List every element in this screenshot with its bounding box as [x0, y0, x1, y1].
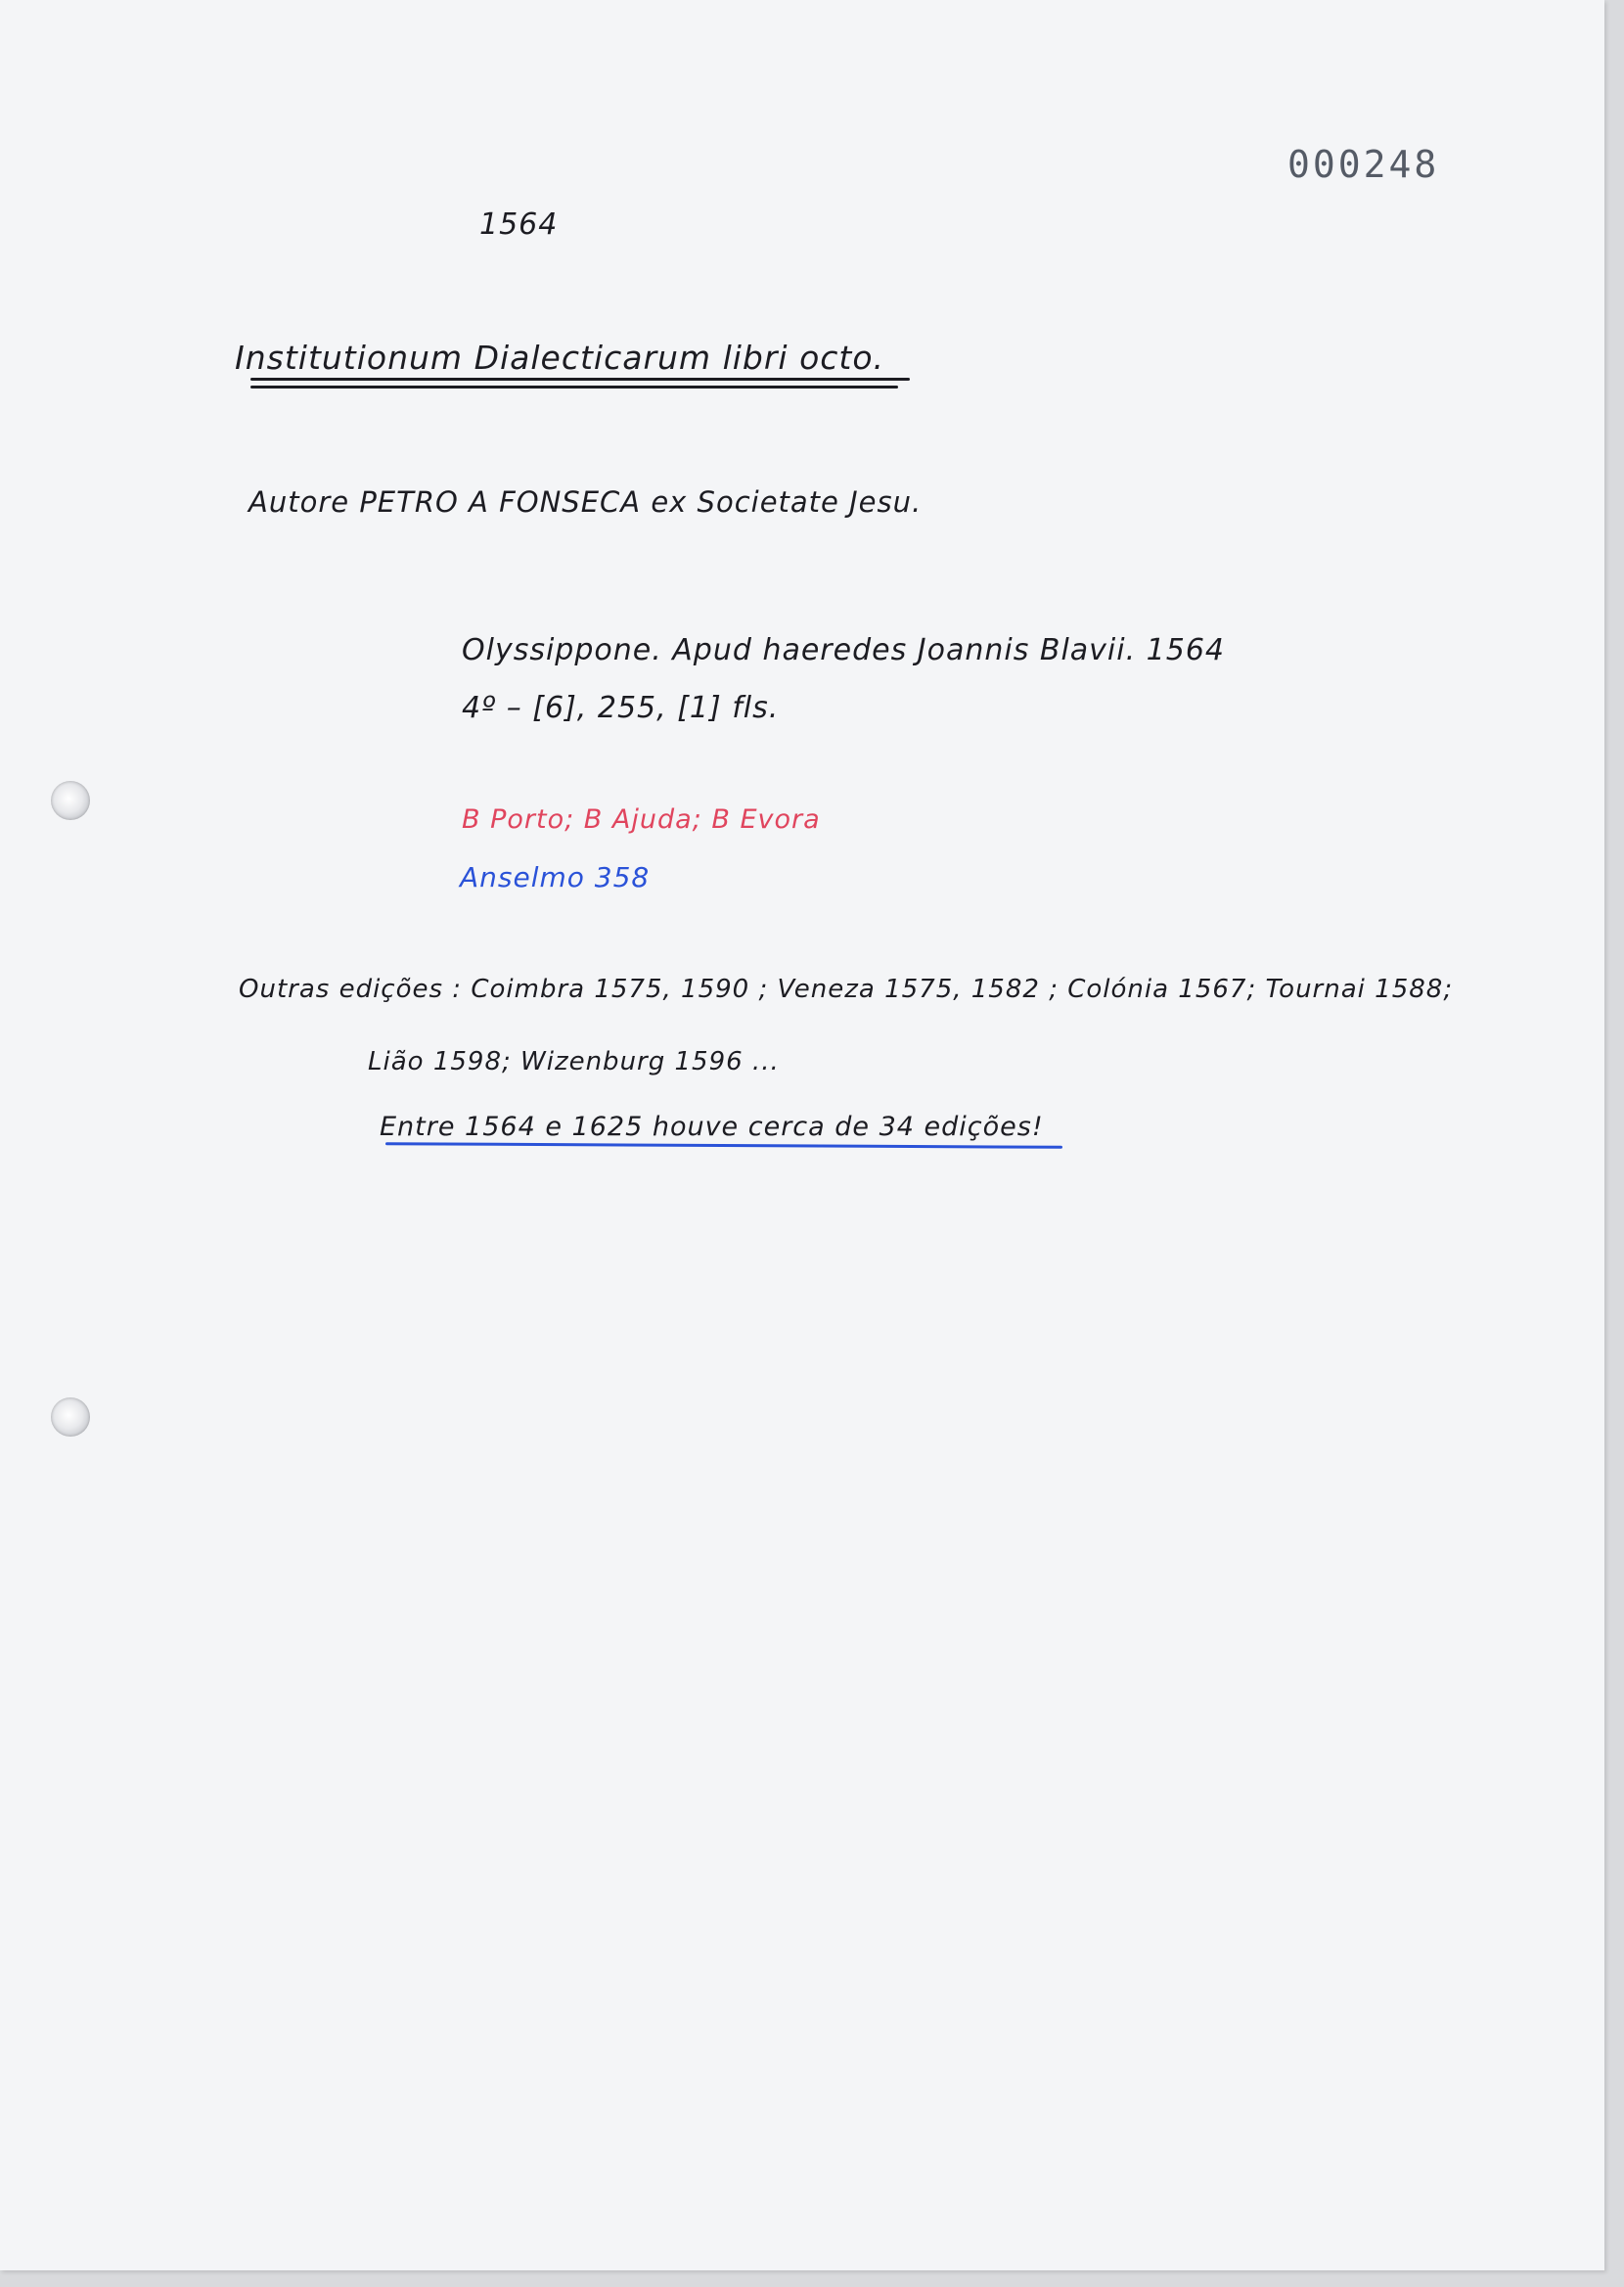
author-line: Autore PETRO A FONSECA ex Societate Jesu. [248, 485, 923, 519]
editions-count-note: Entre 1564 e 1625 houve cerca de 34 edições! [380, 1112, 1044, 1142]
editions-note-underline [385, 1142, 1062, 1149]
bibliographic-reference: Anselmo 358 [460, 861, 651, 893]
catalog-stamp-number: 000248 [1287, 143, 1440, 186]
other-editions-line-2: Lião 1598; Wizenburg 1596 ... [368, 1047, 780, 1076]
punch-hole-top [51, 781, 90, 820]
imprint-place-line: Olyssippone. Apud haeredes Joannis Blavii. 1564 [462, 633, 1226, 667]
year-heading: 1564 [479, 207, 559, 242]
imprint-format-line: 4º – [6], 255, [1] fls. [462, 691, 780, 725]
punch-hole-bottom [51, 1397, 90, 1437]
title: Institutionum Dialecticarum libri octo. [235, 339, 885, 377]
other-editions-line-1: Outras edições : Coimbra 1575, 1590 ; Veneza 1575, 1582 ; Colónia 1567; Tournai 1588; [239, 975, 1454, 1004]
title-underline-2 [250, 386, 898, 389]
title-underline-1 [250, 378, 910, 381]
holding-libraries: B Porto; B Ajuda; B Evora [462, 804, 821, 835]
